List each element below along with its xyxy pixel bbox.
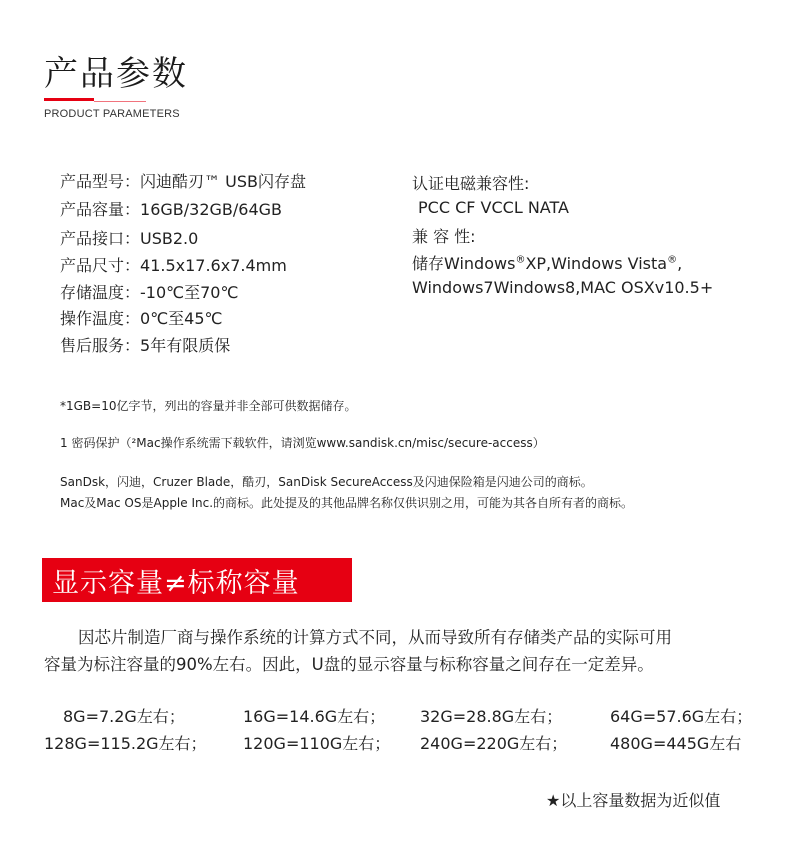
- spec-row-warranty: [60, 333, 230, 356]
- compat-text: ,: [677, 254, 683, 273]
- spec-value: -10℃至70℃: [140, 283, 239, 302]
- capacity-cell: 240G=220G左右；: [420, 734, 568, 753]
- note-trademark-1: SanDsk，闪迪，Cruzer Blade，酷刃，SanDisk SecureAccess及闪迪保险箱是闪迪公司的商标。: [60, 475, 593, 489]
- spec-value: 闪迪酷刃™ USB闪存盘: [140, 172, 306, 191]
- spec-value: USB2.0: [140, 229, 199, 248]
- capacity-paragraph-line-2: 容量为标注容量的90%左右。因此，U盘的显示容量与标称容量之间存在一定差异。: [44, 655, 654, 674]
- spec-label: 产品尺寸：: [60, 256, 141, 275]
- spec-label: 产品容量：: [60, 200, 141, 219]
- cert-value: PCC CF VCCL NATA: [418, 198, 569, 217]
- spec-value: 5年有限质保: [140, 336, 231, 355]
- capacity-cell: 128G=115.2G左右；: [44, 734, 207, 753]
- spec-label: 存储温度：: [60, 283, 141, 302]
- registered-mark: ®: [667, 254, 678, 266]
- page-subtitle: PRODUCT PARAMETERS: [44, 108, 180, 120]
- cert-label: 认证电磁兼容性:: [412, 174, 530, 193]
- spec-row-capacity: [60, 197, 282, 220]
- compat-label: 兼 容 性:: [412, 227, 476, 246]
- spec-label: 售后服务：: [60, 336, 141, 355]
- capacity-cell: 32G=28.8G左右；: [420, 707, 563, 726]
- spec-row-operating-temp: [60, 306, 223, 329]
- spec-row-size: [60, 253, 287, 276]
- compat-line-1: [412, 251, 682, 274]
- title-underline: [94, 101, 146, 102]
- capacity-cell: 120G=110G左右；: [243, 734, 391, 753]
- registered-mark: ®: [515, 254, 526, 266]
- spec-value: 16GB/32GB/64GB: [140, 200, 282, 219]
- title-accent-bar: [44, 98, 94, 101]
- capacity-cell: 8G=7.2G左右；: [63, 707, 185, 726]
- spec-row-model: [60, 169, 306, 192]
- page-title: 产品参数: [44, 54, 188, 94]
- capacity-cell: 16G=14.6G左右；: [243, 707, 386, 726]
- spec-value: 0℃至45℃: [140, 309, 223, 328]
- capacity-paragraph-line-1: 因芯片制造厂商与操作系统的计算方式不同，从而导致所有存储类产品的实际可用: [78, 628, 672, 647]
- spec-row-interface: [60, 226, 198, 249]
- compat-text: XP,Windows Vista: [525, 254, 668, 273]
- note-password: 1 密码保护（²Mac操作系统需下载软件，请浏览www.sandisk.cn/misc/secure-access）: [60, 436, 545, 450]
- capacity-cell: 64G=57.6G左右；: [610, 707, 753, 726]
- approximation-note: ★以上容量数据为近似值: [546, 791, 721, 810]
- spec-label: 操作温度：: [60, 309, 141, 328]
- spec-value: 41.5x17.6x7.4mm: [140, 256, 287, 275]
- compat-line-2: Windows7Windows8,MAC OSXv10.5+: [412, 278, 714, 297]
- spec-row-storage-temp: [60, 280, 238, 303]
- compat-text: 储存Windows: [412, 254, 516, 273]
- spec-label: 产品型号：: [60, 172, 141, 191]
- spec-label: 产品接口：: [60, 229, 141, 248]
- note-trademark-2: Mac及Mac OS是Apple Inc.的商标。此处提及的其他品牌名称仅供识别之用，可能为其各自所有者的商标。: [60, 496, 634, 510]
- capacity-cell: 480G=445G左右: [610, 734, 742, 753]
- section-heading: 显示容量≠标称容量: [52, 568, 300, 599]
- note-capacity: *1GB=10亿字节，列出的容量并非全部可供数据储存。: [60, 399, 357, 413]
